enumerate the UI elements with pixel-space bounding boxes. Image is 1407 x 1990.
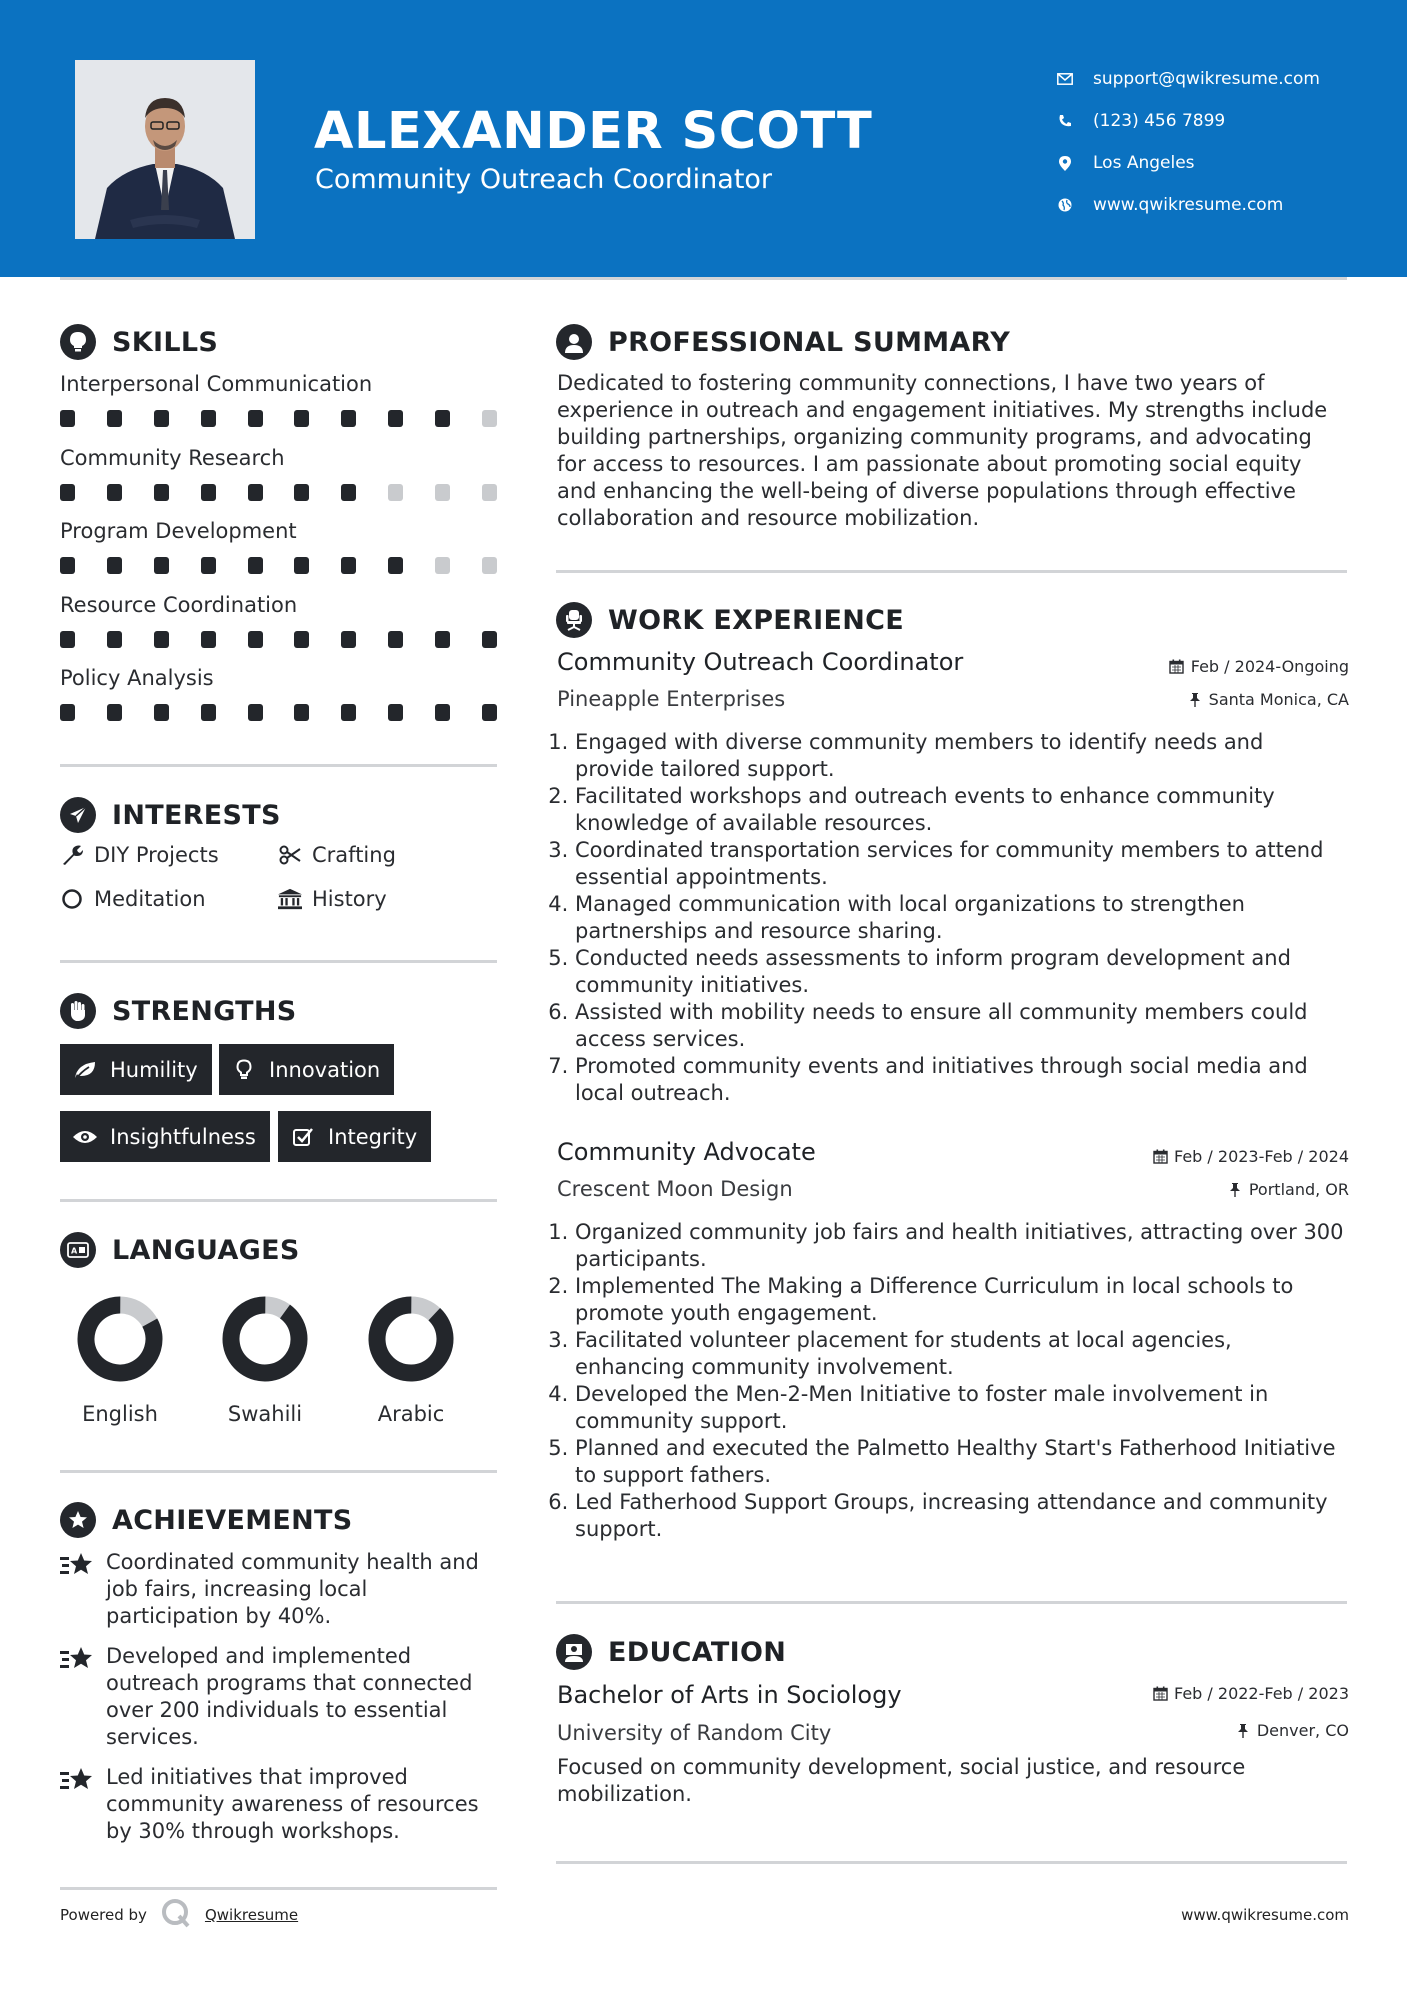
strengths-heading: STRENGTHS xyxy=(60,993,297,1029)
rating-dot-filled xyxy=(294,557,309,574)
star-list-icon xyxy=(60,1645,94,1675)
language-donut xyxy=(366,1294,456,1384)
summary-heading: PROFESSIONAL SUMMARY xyxy=(556,324,1010,360)
rating-dot-filled xyxy=(435,410,450,427)
skill-item: Resource Coordination xyxy=(60,591,500,665)
rating-dot-filled xyxy=(107,631,122,648)
rating-dot-filled xyxy=(248,557,263,574)
interest-item: DIY Projects xyxy=(60,843,219,867)
rating-dot-filled xyxy=(107,410,122,427)
donut-fill xyxy=(220,1294,310,1384)
rating-dot-filled xyxy=(294,704,309,721)
user-icon xyxy=(556,324,592,360)
responsibility-item: 6. Assisted with mobility needs to ensure all community members could access services. xyxy=(575,999,1347,1053)
job-date: Feb / 2024-Ongoing xyxy=(1169,657,1349,676)
school-name: University of Random City xyxy=(557,1721,832,1745)
section-divider xyxy=(60,960,497,963)
education-date: Feb / 2022-Feb / 2023 xyxy=(1152,1684,1349,1703)
rating-dot-filled xyxy=(435,704,450,721)
rating-dot-filled xyxy=(201,484,216,501)
language-icon xyxy=(60,1232,96,1268)
skill-item: Program Development xyxy=(60,517,500,591)
circle-icon xyxy=(60,887,84,911)
paper-plane-icon xyxy=(60,797,96,833)
company-name: Pineapple Enterprises xyxy=(557,687,786,711)
rating-dot-empty xyxy=(435,484,450,501)
responsibility-item: 1. Engaged with diverse community members to identify needs and provide tailored support. xyxy=(575,729,1347,783)
achievement-item: Coordinated community health and job fairs, increasing local participation by 40%. xyxy=(60,1549,491,1630)
rating-dot-filled xyxy=(294,484,309,501)
star-list-icon xyxy=(60,1766,94,1796)
rating-dot-filled xyxy=(248,410,263,427)
rating-dot-filled xyxy=(248,484,263,501)
language-donut xyxy=(75,1294,165,1384)
interest-item: Crafting xyxy=(278,843,396,867)
interests-heading: INTERESTS xyxy=(60,797,281,833)
rating-dot-filled xyxy=(294,631,309,648)
header-divider xyxy=(60,277,1347,280)
rating-dot-empty xyxy=(482,410,497,427)
candidate-name: ALEXANDER SCOTT xyxy=(314,102,873,161)
rating-dot-filled xyxy=(201,410,216,427)
rating-dot-filled xyxy=(60,557,75,574)
rating-dot-filled xyxy=(341,704,356,721)
rating-dot-filled xyxy=(154,484,169,501)
donut-fill xyxy=(366,1294,456,1384)
lightbulb-icon xyxy=(231,1058,257,1082)
job-location: Santa Monica, CA xyxy=(1187,690,1349,709)
raised-fist-icon xyxy=(60,993,96,1029)
skill-rating xyxy=(60,410,497,427)
languages-heading: A LANGUAGES xyxy=(60,1232,300,1268)
rating-dot-filled xyxy=(201,631,216,648)
wrench-icon xyxy=(60,843,84,867)
phone-icon xyxy=(1055,111,1075,131)
rating-dot-filled xyxy=(154,704,169,721)
achievements-heading: ACHIEVEMENTS xyxy=(60,1502,353,1538)
achievement-item: Developed and implemented outreach programs that connected over 200 individuals to essential services. xyxy=(60,1643,491,1751)
strength-badge-insightfulness: Insightfulness xyxy=(60,1111,270,1162)
calendar-icon xyxy=(1169,659,1185,675)
responsibility-item: 2. Facilitated workshops and outreach events to enhance community knowledge of available resources. xyxy=(575,783,1347,837)
skill-item: Policy Analysis xyxy=(60,664,500,738)
education-heading: EDUCATION xyxy=(556,1634,786,1670)
contact-location: Los Angeles xyxy=(1055,142,1320,184)
rating-dot-filled xyxy=(341,631,356,648)
leaf-icon xyxy=(72,1058,98,1082)
job-responsibilities xyxy=(557,729,1347,1107)
rating-dot-filled xyxy=(107,484,122,501)
job-title: Community Advocate xyxy=(557,1138,816,1166)
responsibility-item: 5. Planned and executed the Palmetto Healthy Start's Fatherhood Initiative to support fathers. xyxy=(575,1435,1347,1489)
responsibility-item: 4. Developed the Men-2-Men Initiative to foster male involvement in community support. xyxy=(575,1381,1347,1435)
section-divider xyxy=(60,1199,497,1202)
rating-dot-filled xyxy=(341,557,356,574)
rating-dot-empty xyxy=(388,484,403,501)
rating-dot-filled xyxy=(154,410,169,427)
calendar-icon xyxy=(1152,1149,1168,1165)
rating-dot-filled xyxy=(482,704,497,721)
responsibility-item: 5. Conducted needs assessments to inform program development and community initiatives. xyxy=(575,945,1347,999)
strength-badge-humility: Humility xyxy=(60,1044,212,1095)
star-badge-icon xyxy=(60,1502,96,1538)
rating-dot-empty xyxy=(482,557,497,574)
section-divider xyxy=(60,1887,497,1890)
candidate-title: Community Outreach Coordinator xyxy=(315,164,773,195)
svg-text:A: A xyxy=(71,1246,78,1256)
rating-dot-filled xyxy=(388,631,403,648)
envelope-icon xyxy=(1055,69,1075,89)
star-list-icon xyxy=(60,1551,94,1581)
rating-dot-filled xyxy=(60,704,75,721)
section-divider xyxy=(556,1601,1347,1604)
language-item: English xyxy=(50,1294,190,1426)
skill-rating xyxy=(60,631,497,648)
footer-powered-by: Powered by Qwikresume xyxy=(60,1898,298,1932)
job-date: Feb / 2023-Feb / 2024 xyxy=(1152,1147,1349,1166)
summary-text: Dedicated to fostering community connections, I have two years of experience in outreach and engagement initiatives. My strengths include building partnerships, organizing community programs, and advocating for access to resources. I am passionate about promoting social equity and enhancing the well-being of diverse populations through effective collaboration and resource mobilization. xyxy=(557,371,1328,530)
rating-dot-filled xyxy=(435,631,450,648)
pushpin-icon xyxy=(1187,692,1203,708)
job-location: Portland, OR xyxy=(1227,1180,1349,1199)
skill-item: Interpersonal Communication xyxy=(60,370,500,444)
pushpin-icon xyxy=(1235,1723,1251,1739)
skill-rating xyxy=(60,484,497,501)
contact-phone[interactable]: (123) 456 7899 xyxy=(1055,100,1320,142)
bank-icon xyxy=(278,887,302,911)
rating-dot-filled xyxy=(60,484,75,501)
rating-dot-filled xyxy=(248,704,263,721)
rating-dot-filled xyxy=(154,631,169,648)
language-donut xyxy=(220,1294,310,1384)
rating-dot-filled xyxy=(341,484,356,501)
responsibility-item: 4. Managed communication with local organizations to strengthen partnerships and resource sharing. xyxy=(575,891,1347,945)
rating-dot-filled xyxy=(60,410,75,427)
eye-icon xyxy=(72,1125,98,1149)
responsibility-item: 3. Coordinated transportation services for community members to attend essential appointments. xyxy=(575,837,1347,891)
rating-dot-empty xyxy=(482,484,497,501)
section-divider xyxy=(556,570,1347,573)
interest-item: History xyxy=(278,887,387,911)
resume-header xyxy=(0,0,1407,277)
skill-rating xyxy=(60,557,497,574)
contact-email[interactable]: support@qwikresume.com xyxy=(1055,58,1320,100)
graduation-icon xyxy=(556,1634,592,1670)
rating-dot-filled xyxy=(154,557,169,574)
rating-dot-filled xyxy=(388,557,403,574)
rating-dot-filled xyxy=(341,410,356,427)
degree-title: Bachelor of Arts in Sociology xyxy=(557,1681,902,1709)
responsibility-item: 3. Facilitated volunteer placement for students at local agencies, enhancing community involvement. xyxy=(575,1327,1347,1381)
profile-photo xyxy=(75,60,255,239)
qwikresume-link[interactable]: Qwikresume xyxy=(204,1906,299,1924)
interest-item: Meditation xyxy=(60,887,206,911)
experience-heading: WORK EXPERIENCE xyxy=(556,602,904,638)
rating-dot-filled xyxy=(60,631,75,648)
calendar-icon xyxy=(1152,1686,1168,1702)
responsibility-item: 2. Implemented The Making a Difference Curriculum in local schools to promote youth engagement. xyxy=(575,1273,1347,1327)
rating-dot-filled xyxy=(294,410,309,427)
language-item: Arabic xyxy=(341,1294,481,1426)
rating-dot-filled xyxy=(248,631,263,648)
skills-heading: SKILLS xyxy=(60,324,218,360)
rating-dot-empty xyxy=(435,557,450,574)
skills-list xyxy=(60,370,500,738)
rating-dot-filled xyxy=(201,557,216,574)
pushpin-icon xyxy=(1227,1182,1243,1198)
skill-rating xyxy=(60,704,497,721)
strength-badge-innovation: Innovation xyxy=(219,1044,394,1095)
office-chair-icon xyxy=(556,602,592,638)
education-location: Denver, CO xyxy=(1235,1721,1349,1740)
language-item: Swahili xyxy=(195,1294,335,1426)
skill-item: Community Research xyxy=(60,444,500,518)
footer-website[interactable]: www.qwikresume.com xyxy=(1181,1906,1349,1924)
achievement-item: Led initiatives that improved community awareness of resources by 30% through workshops. xyxy=(60,1764,491,1845)
responsibility-item: 7. Promoted community events and initiatives through social media and local outreach. xyxy=(575,1053,1347,1107)
responsibility-item: 6. Led Fatherhood Support Groups, increasing attendance and community support. xyxy=(575,1489,1347,1543)
qwikresume-logo-icon xyxy=(161,1898,191,1932)
strength-badge-integrity: Integrity xyxy=(278,1111,431,1162)
section-divider xyxy=(60,1470,497,1473)
responsibility-item: 1. Organized community job fairs and health initiatives, attracting over 300 participants. xyxy=(575,1219,1347,1273)
scissors-icon xyxy=(278,843,302,867)
company-name: Crescent Moon Design xyxy=(557,1177,793,1201)
donut-fill xyxy=(75,1294,165,1384)
job-responsibilities xyxy=(557,1219,1347,1543)
rating-dot-filled xyxy=(107,704,122,721)
rating-dot-filled xyxy=(107,557,122,574)
education-description: Focused on community development, social justice, and resource mobilization. xyxy=(557,1755,1246,1806)
contact-list xyxy=(1055,58,1320,226)
job-title: Community Outreach Coordinator xyxy=(557,648,964,676)
globe-icon xyxy=(1055,195,1075,215)
section-divider xyxy=(60,764,497,767)
rating-dot-filled xyxy=(388,704,403,721)
section-divider xyxy=(556,1861,1347,1864)
lightbulb-icon xyxy=(60,324,96,360)
contact-website[interactable]: www.qwikresume.com xyxy=(1055,184,1320,226)
rating-dot-filled xyxy=(482,631,497,648)
rating-dot-filled xyxy=(201,704,216,721)
check-square-icon xyxy=(290,1125,316,1149)
rating-dot-filled xyxy=(388,410,403,427)
map-pin-icon xyxy=(1055,153,1075,173)
